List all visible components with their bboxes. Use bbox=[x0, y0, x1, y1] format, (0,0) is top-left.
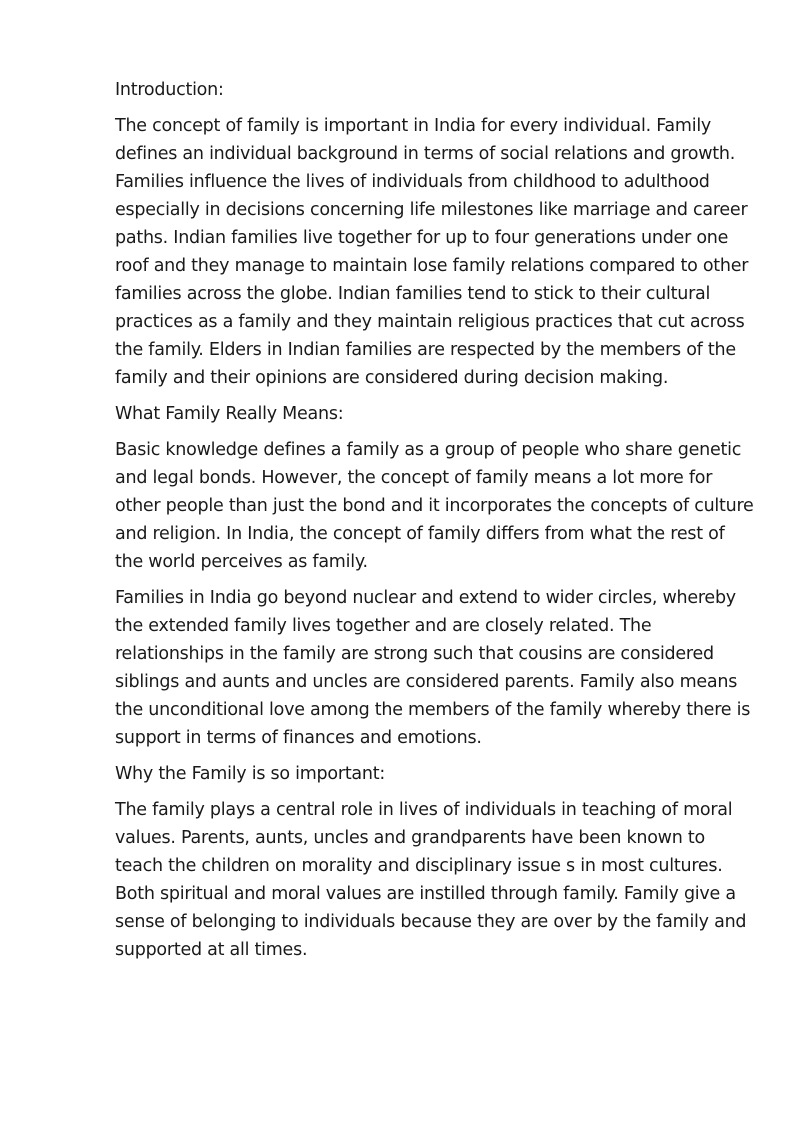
paragraph-extended-family: Families in India go beyond nuclear and extend to wider circles, whereby the extended family lives together and are closely related. The relationships in the family are strong such that cousins are considered siblings and aunts and uncles are considered parents. Family also means the unconditional love among the members of the family whereby there is support in terms of finances and emotions. bbox=[115, 588, 751, 748]
section-heading-introduction: Introduction: bbox=[115, 80, 224, 100]
paragraph-family-definition: Basic knowledge defines a family as a group of people who share genetic and legal bonds. However, the concept of family means a lot more for other people than just the bond and it incorporates the concepts of culture and religion. In India, the concept of family differs from what the rest of the world perceives as family. bbox=[115, 440, 754, 572]
document-page bbox=[115, 76, 755, 972]
section-heading-what-family-means: What Family Really Means: bbox=[115, 404, 344, 424]
section-heading-why-family-important: Why the Family is so important: bbox=[115, 764, 386, 784]
paragraph-family-importance: The family plays a central role in lives of individuals in teaching of moral values. Parents, aunts, uncles and grandparents have been known to teach the children on morality and disciplinary issue s in most cultures. Both spiritual and moral values are instilled through family. Family give a sense of belonging to individuals because they are over by the family and supported at all times. bbox=[115, 800, 747, 960]
paragraph-introduction: The concept of family is important in India for every individual. Family defines an individual background in terms of social relations and growth. Families influence the lives of individuals from childhood to adulthood especially in decisions concerning life milestones like marriage and career paths. Indian families live together for up to four generations under one roof and they manage to maintain lose family relations compared to other families across the globe. Indian families tend to stick to their cultural practices as a family and they maintain religious practices that cut across the family. Elders in Indian families are respected by the members of the family and their opinions are considered during decision making. bbox=[115, 116, 749, 388]
